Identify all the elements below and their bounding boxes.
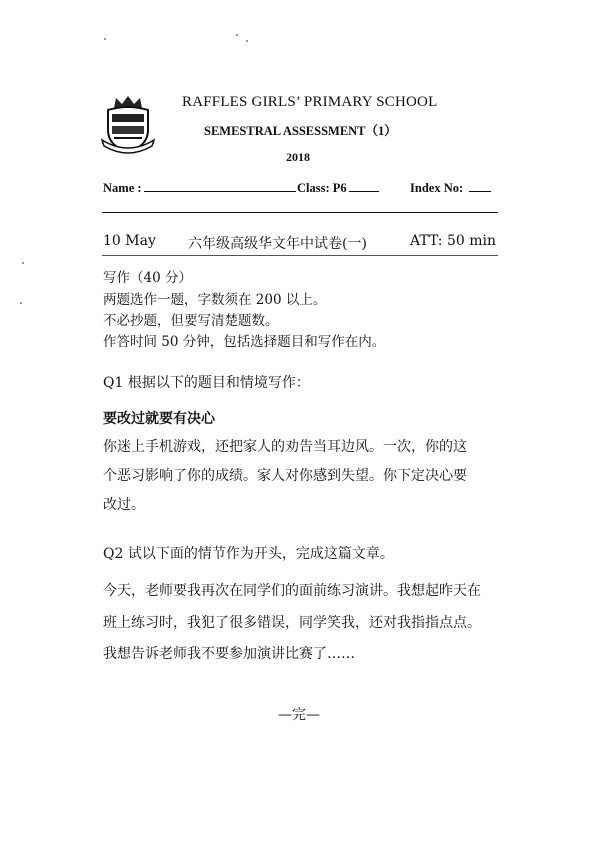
scan-speck <box>20 302 22 304</box>
class-label: Class: P6 <box>297 181 347 195</box>
instruction-line: 作答时间 50 分钟，包括选择题目和写作在内。 <box>103 334 386 350</box>
q2-opening-line: 我想告诉老师我不要参加演讲比赛了…… <box>103 646 355 662</box>
exam-time: ATT: 50 min <box>410 233 496 249</box>
assessment-title: SEMESTRAL ASSESSMENT（1） <box>204 124 397 138</box>
end-marker: —完— <box>278 707 320 723</box>
exam-title: 六年级高级华文年中试卷(一) <box>188 236 367 252</box>
scan-speck <box>104 38 106 40</box>
class-field[interactable] <box>297 180 379 196</box>
q1-scenario-line: 个恶习影响了你的成绩。家人对你感到失望。你下定决心要 <box>103 468 467 484</box>
name-field[interactable] <box>103 180 296 196</box>
assessment-year: 2018 <box>286 150 310 164</box>
instruction-line: 不必抄题，但要写清楚题数。 <box>103 313 279 329</box>
q1-topic-title: 要改过就要有决心 <box>103 411 215 427</box>
q1-scenario-line: 你迷上手机游戏，还把家人的劝告当耳边风。一次，你的这 <box>103 439 467 455</box>
class-blank[interactable] <box>349 180 379 192</box>
q1-prompt: Q1 根据以下的题目和情境写作： <box>103 375 310 391</box>
school-name: RAFFLES GIRLS’ PRIMARY SCHOOL <box>182 94 438 110</box>
header-divider <box>102 212 498 213</box>
scan-speck <box>236 34 238 36</box>
instruction-line: 写作（40 分） <box>103 270 192 286</box>
q2-opening-line: 班上练习时，我犯了很多错误，同学笑我，还对我指指点点。 <box>103 615 481 631</box>
instruction-line: 两题选作一题，字数须在 200 以上。 <box>103 292 327 308</box>
q2-prompt: Q2 试以下面的情节作为开头，完成这篇文章。 <box>103 546 394 562</box>
name-blank[interactable] <box>144 180 296 192</box>
scan-speck <box>246 40 248 42</box>
index-field[interactable] <box>410 180 491 196</box>
index-label: Index No: <box>410 181 464 195</box>
q1-scenario-line: 改过。 <box>103 497 145 513</box>
scan-speck <box>22 262 24 264</box>
exam-date: 10 May <box>103 233 156 249</box>
index-blank[interactable] <box>469 180 491 192</box>
school-crest-logo <box>100 94 156 156</box>
q2-opening-line: 今天，老师要我再次在同学们的面前练习演讲。我想起昨天在 <box>103 583 481 599</box>
name-label: Name : <box>103 181 142 195</box>
subheader-divider <box>102 255 498 256</box>
